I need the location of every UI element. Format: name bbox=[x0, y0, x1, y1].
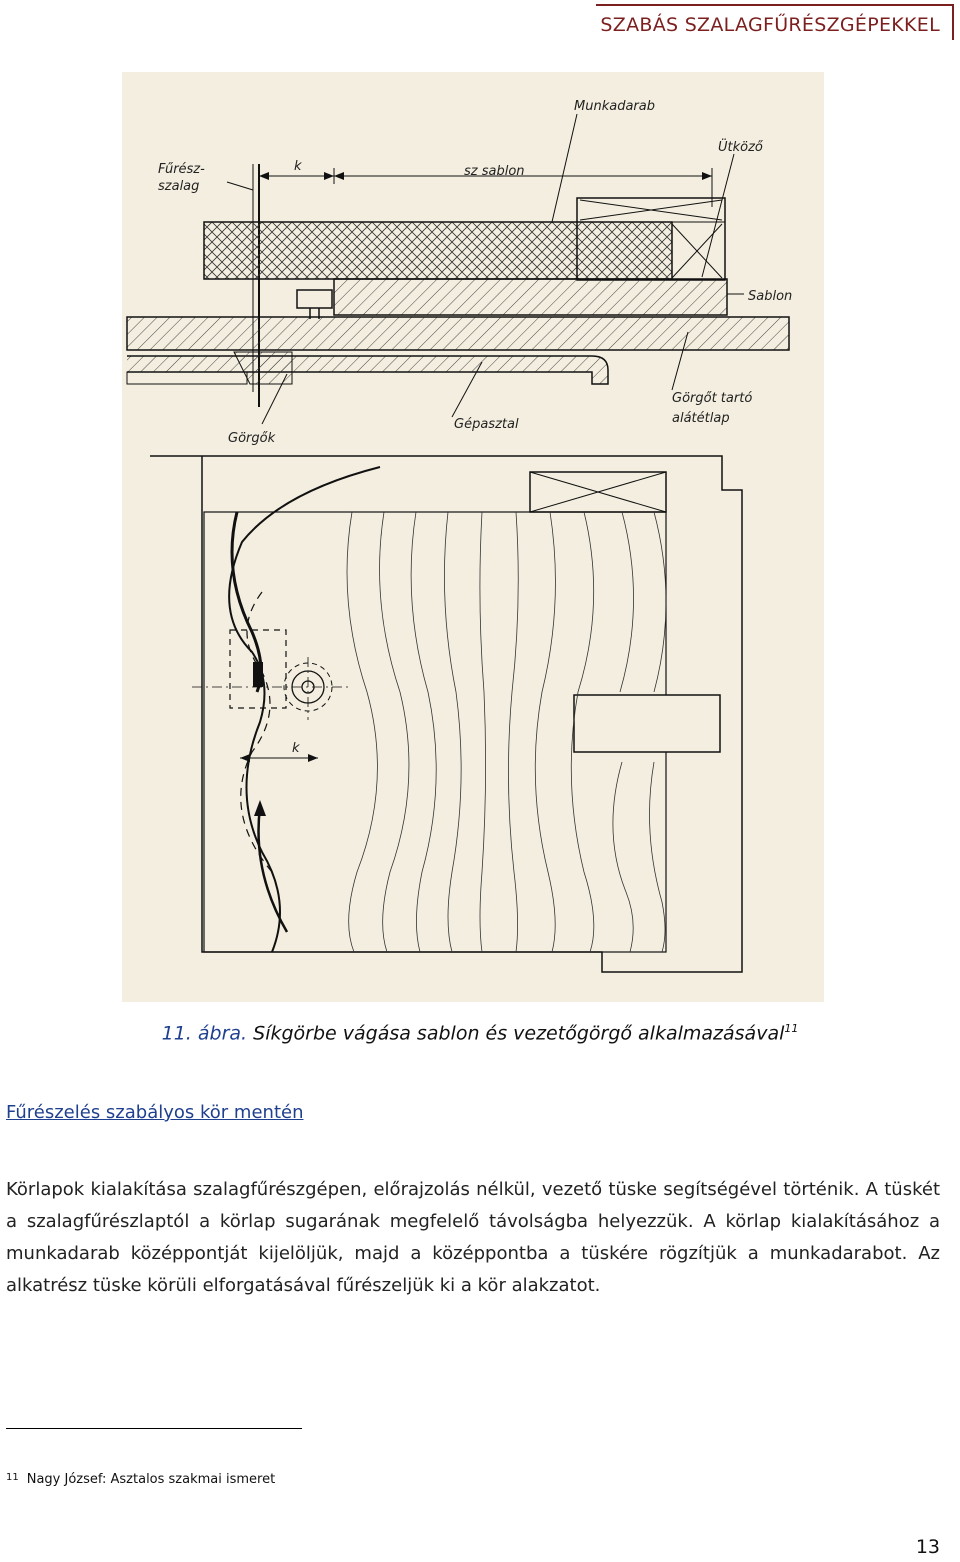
footnote-mark: 11 bbox=[6, 1472, 19, 1483]
label-munkadarab: Munkadarab bbox=[574, 99, 655, 114]
running-header: SZABÁS SZALAGFŰRÉSZGÉPEKKEL bbox=[600, 14, 940, 36]
label-fureszszalag: Fűrész- bbox=[158, 162, 205, 177]
label-sablon: Sablon bbox=[748, 289, 793, 304]
template-curve bbox=[229, 467, 380, 952]
label-fureszszalag-2: szalag bbox=[158, 179, 200, 194]
section-heading: Fűrészelés szabályos kör mentén bbox=[6, 1102, 304, 1123]
footnote-text: Nagy József: Asztalos szakmai ismeret bbox=[26, 1472, 276, 1487]
roller-support-plate bbox=[127, 356, 608, 384]
workpiece-section bbox=[204, 222, 672, 279]
label-k-top: k bbox=[294, 159, 302, 174]
template-section bbox=[334, 279, 727, 315]
machine-table bbox=[127, 317, 789, 350]
header-rule bbox=[596, 4, 954, 6]
technical-drawing-figure bbox=[122, 72, 824, 1002]
caption-footnote-ref: 11 bbox=[784, 1022, 799, 1035]
page-number: 13 bbox=[915, 1536, 940, 1558]
footnote bbox=[6, 1472, 275, 1487]
label-gepasztal: Gépasztal bbox=[454, 417, 519, 432]
label-sz-sablon: sz sablon bbox=[464, 164, 525, 179]
footnote-divider bbox=[6, 1428, 302, 1429]
label-gorgok: Görgők bbox=[228, 431, 276, 446]
roller-pin bbox=[297, 290, 332, 308]
feed-arrow bbox=[259, 807, 287, 932]
figure-number: 11. ábra. bbox=[161, 1022, 248, 1045]
plan-fence-block bbox=[574, 695, 720, 752]
label-k-bottom: k bbox=[292, 741, 300, 756]
header-rule-vertical bbox=[952, 4, 954, 40]
figure-caption bbox=[0, 1022, 960, 1044]
label-gorgot-tarto: Görgőt tartó bbox=[672, 391, 753, 406]
caption-text: Síkgörbe vágása sablon és vezetőgörgő alkalmazásával bbox=[247, 1022, 785, 1045]
label-alatetlap: alátétlap bbox=[672, 411, 730, 426]
body-paragraph: Körlapok kialakítása szalagfűrészgépen, előrajzolás nélkül, vezető tüske segítségével történik. A tüskét a szalagfűrészlaptól a körlap sugarának megfelelő távolságba helyezzük. A körlap kialakításához a munkadarab középpontját kijelöljük, majd a középpontba a tüskére rögzítjük a munkadarabot. Az alkatrész tüske körüli elforgatásával fűrészeljük ki a kör alakzatot. bbox=[6, 1179, 940, 1296]
label-utkozo: Ütköző bbox=[718, 140, 763, 155]
